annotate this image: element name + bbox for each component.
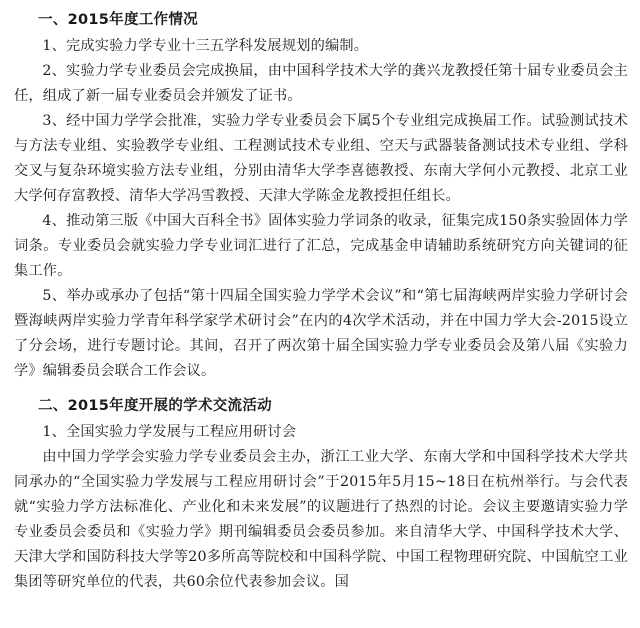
- section-2-subheading: 1、全国实验力学发展与工程应用研讨会: [42, 424, 297, 440]
- section-1-paragraph-2: 2、实验力学专业委员会完成换届，由中国科学技术大学的龚兴龙教授任第十届专业委员会主任，组成了新一届专业委员会并颁发了证书。: [14, 63, 628, 104]
- section-1-paragraph-5: 5、举办或承办了包括“第十四届全国实验力学学术会议”和“第七届海峡两岸实验力学研讨会暨海峡两岸实验力学青年科学家学术研讨会”在内的4次学术活动，并在中国力学大会-2015设立了分会场，进行专题讨论。其间，召开了两次第十届全国实验力学专业委员会及第八届《实验力学》编辑委员会联合工作会议。: [14, 288, 628, 379]
- section-2-heading: 二、2015年度开展的学术交流活动: [38, 398, 272, 414]
- section-1-paragraph-3: 3、经中国力学学会批准，实验力学专业委员会下属5个专业组完成换届工作。试验测试技术与方法专业组、实验教学专业组、工程测试技术专业组、空天与武器装备测试技术专业组、学科交叉与复杂环境实验方法专业组，分别由清华大学李喜德教授、东南大学何小元教授、北京工业大学何存富教授、清华大学冯雪教授、天津大学陈金龙教授担任组长。: [14, 113, 628, 204]
- section-1-paragraph-1: 1、完成实验力学专业十三五学科发展规划的编制。: [42, 38, 369, 54]
- section-1-paragraph-4: 4、推动第三版《中国大百科全书》固体实验力学词条的收录，征集完成150条实验固体力学词条。专业委员会就实验力学专业词汇进行了汇总，完成基金申请辅助系统研究方向关键词的征集工作。: [14, 213, 628, 279]
- section-1-heading: 一、2015年度工作情况: [38, 12, 198, 28]
- section-2-paragraph-1: 由中国力学学会实验力学专业委员会主办，浙江工业大学、东南大学和中国科学技术大学共同承办的“全国实验力学发展与工程应用研讨会”于2015年5月15~18日在杭州举行。与会代表就“实验力学方法标准化、产业化和未来发展”的议题进行了热烈的讨论。会议主要邀请实验力学专业委员会委员和《实验力学》期刊编辑委员会委员参加。来自清华大学、中国科学技术大学、天津大学和国防科技大学等20多所高等院校和中国科学院、中国工程物理研究院、中国航空工业集团等研究单位的代表，共60余位代表参加会议。国: [14, 449, 628, 590]
